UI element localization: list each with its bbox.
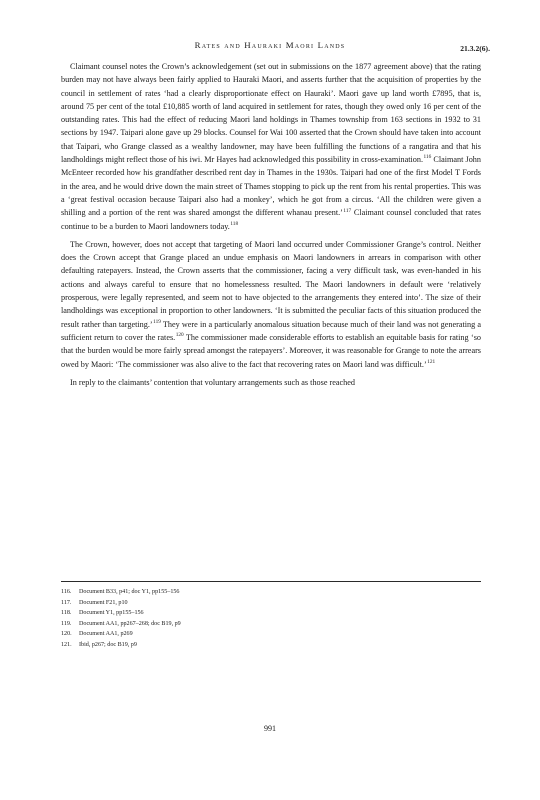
footnote-marker: 118 bbox=[230, 220, 239, 227]
footnote-rule bbox=[61, 581, 481, 582]
paragraph bbox=[61, 376, 481, 389]
paragraph-text: Claimant John McEnteer recorded how his grandfather described rent day in Thames in the 1930s. Taipari had one of the first Model T Fords in the area, and he would drive down the main street of Thames stopping to pick up the rent from his rental properties. This was a ‘great festival occasion because Taipari also had a monkey’, which he got from a circus. ‘All the children were given a shilling and a portion of the rent was shared amongst the different whanau present.’ bbox=[61, 155, 481, 218]
footnote-text: Document B33, p41; doc Y1, pp155–156 bbox=[79, 589, 180, 595]
footnote-text: Document F21, p10 bbox=[79, 599, 128, 606]
paragraph-text: The Crown, however, does not accept that targeting of Maori land occurred under Commissioner Grange’s control. Neither does the Crown accept that Grange placed an undue emphasis on Maori landowners in arrears in comparison with other defaulting ratepayers. Instead, the Crown asserts that the commissioner, facing a very difficult task, was even-handed in his actions and always careful to ensure that no homelessness resulted. The Maori landowners in default were ‘relatively prosperous, were legally represented, and seem not to have objected to the arrangements they entered into’. The size of their landholdings was exceptional in proportion to other landowners. ‘It is submitted the peculiar facts of this situation produced the result rather than targeting.’ bbox=[61, 239, 481, 329]
paragraph bbox=[61, 60, 481, 233]
paragraph-text: Claimant counsel notes the Crown’s acknowledgement (set out in submissions on the 1877 agreement above) that the rating burden may not have always been fairly applied to Hauraki Maori, and asserts further that the acquisition of properties by the council in settlement of rates ‘had a clearly disproportionate effect on Hauraki’. Maori gave up land worth £7895, that is, around 75 per cent of the total £10,885 worth of land acquired in settlement for rates, though they owed only 16 per cent of the outstanding rates. This had the effect of reducing Maori land holdings in Thames township from 163 sections in 1932 to 31 sections by 1947. Taipari alone gave up 29 blocks. Counsel for Wai 100 asserted that the Crown should have taken into account that Taipari, who Grange classed as a wealthy landowner, may have been fulfilling the functions of a rangatira and that his landholdings might reflect those of his iwi. Mr Hayes had acknowledged this possibility in cross-examination. bbox=[61, 62, 481, 165]
footnote-number: 118. bbox=[61, 610, 72, 617]
footnotes bbox=[61, 587, 481, 651]
body-text bbox=[61, 60, 481, 394]
footnote-item bbox=[61, 587, 481, 598]
footnote-item bbox=[61, 598, 481, 609]
footnote-marker: 116 bbox=[423, 154, 432, 161]
paragraph-text: The commissioner made considerable efforts to establish an equitable basis for rating ‘so that the burden would be more fairly spread amongst the ratepayers’. Moreover, it was reasonable for Grange to note the arrears owed by Maori: ‘The commissioner was also alive to the fact that recovering rates on Maori land was difficult.’ bbox=[61, 332, 481, 369]
paragraph bbox=[61, 238, 481, 371]
footnote-item bbox=[61, 608, 481, 619]
footnote-marker: 120 bbox=[175, 332, 184, 339]
paragraph-text: They were in a particularly anomalous situation because much of their land was not generating a sufficient return to cover the rates. bbox=[61, 319, 481, 342]
footnote-number: 120. bbox=[61, 631, 72, 638]
page-number: 991 bbox=[264, 724, 276, 733]
footnote-text: Document AA1, pp267–268; doc B19, p9 bbox=[79, 620, 181, 627]
footnote-number: 117. bbox=[61, 599, 72, 606]
footnote-item bbox=[61, 629, 481, 640]
paragraph-text: Claimant counsel concluded that rates continue to be a burden to Maori landowners today. bbox=[61, 208, 481, 231]
footnote-marker: 117 bbox=[343, 207, 352, 214]
section-reference: 21.3.2(6). bbox=[460, 44, 490, 53]
footnote-number: 121. bbox=[61, 641, 72, 648]
footnote-text: Document Y1, pp155–156 bbox=[79, 610, 144, 617]
running-head: Rates and Hauraki Maori Lands bbox=[194, 40, 346, 50]
footnote-text: Document AA1, p269 bbox=[79, 631, 133, 638]
paragraph-text: In reply to the claimants’ contention that voluntary arrangements such as those reached bbox=[70, 377, 355, 387]
footnote-marker: 121 bbox=[427, 358, 436, 365]
footnote-number: 116. bbox=[61, 589, 72, 595]
footnote-marker: 119 bbox=[153, 318, 161, 325]
footnote-text: Ibid, p267; doc B19, p9 bbox=[79, 641, 137, 648]
footnote-item bbox=[61, 640, 481, 651]
footnote-number: 119. bbox=[61, 620, 72, 627]
footnote-item bbox=[61, 619, 481, 630]
